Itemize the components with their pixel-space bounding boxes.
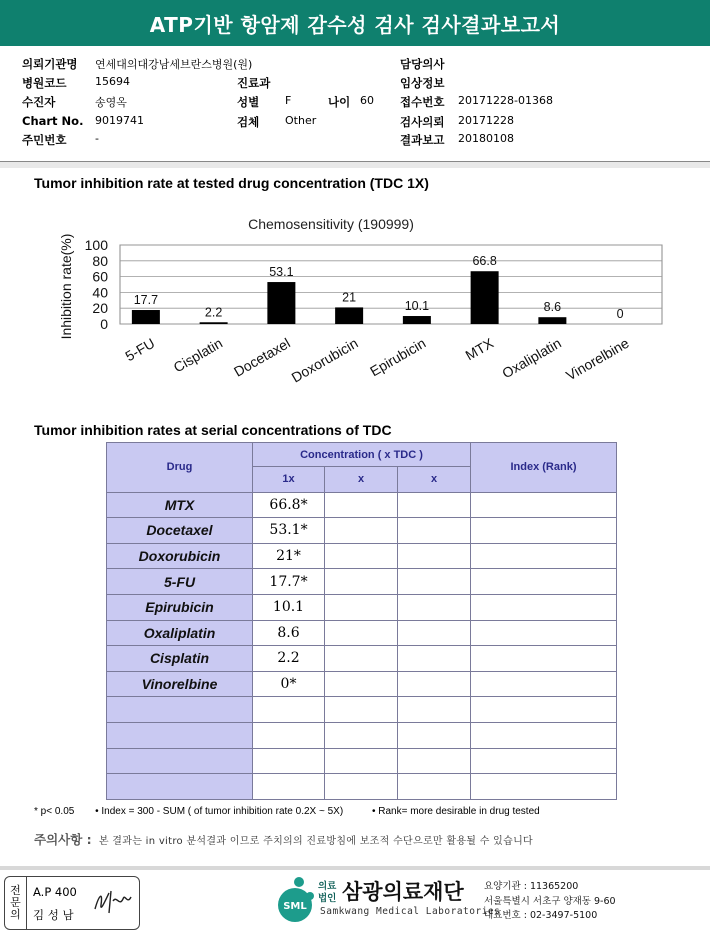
value-1x-cell: 0* xyxy=(253,671,325,697)
serial-concentration-table xyxy=(106,442,617,800)
x-tick-label: 5-FU xyxy=(122,334,158,365)
value-x-cell xyxy=(325,569,398,595)
id-value: - xyxy=(95,132,99,145)
value-x-cell xyxy=(398,620,471,646)
side-char-3: 의 xyxy=(10,908,21,921)
footnote-index: • Index = 300 - SUM ( of tumor inhibition rate 0.2X ~ 5X) xyxy=(95,806,344,817)
table-row xyxy=(107,671,617,697)
y-tick-label: 0 xyxy=(100,316,108,332)
conc-sub-header-x-a: x xyxy=(325,467,398,493)
bar xyxy=(471,271,499,324)
empty-drug-cell xyxy=(107,774,253,800)
index-cell xyxy=(471,620,617,646)
x-tick-label: Oxaliplatin xyxy=(499,334,564,382)
concentration-header: Concentration ( x TDC ) xyxy=(253,443,471,467)
value-1x-cell: 53.1* xyxy=(253,518,325,544)
table-row xyxy=(107,646,617,672)
y-tick-label: 80 xyxy=(92,252,108,269)
value-1x-cell: 21* xyxy=(253,543,325,569)
bar xyxy=(200,322,228,324)
org-type xyxy=(318,881,336,905)
report-date-value: 20180108 xyxy=(458,132,514,145)
empty-table-row xyxy=(107,748,617,774)
data-label: 0 xyxy=(616,307,624,321)
y-axis-label: Inhibition rate(%) xyxy=(58,233,74,340)
value-x-cell xyxy=(325,620,398,646)
table-row xyxy=(107,620,617,646)
index-header: Index (Rank) xyxy=(471,443,617,493)
data-label: 2.2 xyxy=(204,305,223,320)
index-cell xyxy=(471,518,617,544)
footnote-p-value: * p< 0.05 xyxy=(34,806,75,817)
sex-value: F xyxy=(285,94,292,107)
bar xyxy=(403,316,431,324)
report-title-bar xyxy=(0,0,710,46)
empty-cell xyxy=(253,748,325,774)
value-x-cell xyxy=(325,492,398,518)
chemosensitivity-chart xyxy=(40,205,700,405)
data-label: 17.7 xyxy=(133,293,159,308)
plot-frame xyxy=(120,245,662,324)
value-x-cell xyxy=(398,492,471,518)
side-char-1: 전 xyxy=(10,884,21,897)
bar xyxy=(538,317,566,324)
drug-cell: MTX xyxy=(107,492,253,518)
chart-title: Chemosensitivity (190999) xyxy=(248,216,414,232)
drug-cell: Epirubicin xyxy=(107,594,253,620)
bar xyxy=(267,282,295,324)
empty-table-row xyxy=(107,774,617,800)
empty-cell xyxy=(398,748,471,774)
index-cell xyxy=(471,646,617,672)
org-address: 서울특별시 서초구 양재동 9-60 xyxy=(484,895,616,907)
info-row-1 xyxy=(0,56,710,74)
org-name: 삼광의료재단 xyxy=(342,880,464,904)
specimen-label: 검체 xyxy=(237,115,260,129)
data-label: 10.1 xyxy=(404,299,430,314)
data-label: 8.6 xyxy=(543,300,562,315)
data-label: 66.8 xyxy=(472,254,497,269)
physician-label: 담당의사 xyxy=(400,57,445,71)
info-row-2 xyxy=(0,75,710,93)
age-label: 나이 xyxy=(328,95,351,109)
value-x-cell xyxy=(398,671,471,697)
side-char-2: 문 xyxy=(10,896,21,909)
org-code: 요양기관 : 11365200 xyxy=(484,881,579,892)
empty-table-row xyxy=(107,722,617,748)
y-tick-label: 100 xyxy=(84,237,108,253)
footnote-rank: • Rank= more desirable in drug tested xyxy=(371,806,540,817)
receipt-value: 20171228-01368 xyxy=(458,94,553,107)
index-cell xyxy=(471,569,617,595)
index-cell xyxy=(471,671,617,697)
value-x-cell xyxy=(398,646,471,672)
value-1x-cell: 10.1 xyxy=(253,594,325,620)
empty-cell xyxy=(471,697,617,723)
caution-text: 본 결과는 in vitro 분석결과 이므로 주치의의 진료방침에 보조적 수단으로만 활용될 수 있습니다 xyxy=(98,836,533,847)
empty-cell xyxy=(398,722,471,748)
empty-cell xyxy=(325,774,398,800)
data-label: 53.1 xyxy=(269,265,294,280)
clinical-label: 임상정보 xyxy=(400,76,445,90)
sml-logo-icon xyxy=(270,874,320,926)
patient-label: 수진자 xyxy=(22,95,56,109)
drug-cell: Cisplatin xyxy=(107,646,253,672)
receipt-label: 접수번호 xyxy=(400,95,445,109)
conc-sub-header-1x: 1x xyxy=(253,467,325,493)
value-1x-cell: 8.6 xyxy=(253,620,325,646)
drug-cell: Docetaxel xyxy=(107,518,253,544)
institution-value: 연세대의대강남세브란스병원(원) xyxy=(95,58,253,71)
org-phone: 대표번호 : 02-3497-5100 xyxy=(484,910,598,921)
patient-value: 송영옥 xyxy=(95,96,127,109)
id-label: 주민번호 xyxy=(22,133,67,147)
report-date-label: 결과보고 xyxy=(400,133,445,147)
footnote xyxy=(34,806,540,817)
empty-cell xyxy=(325,697,398,723)
logo-text: SML xyxy=(283,901,307,912)
info-row-5 xyxy=(0,132,710,150)
specialist-signature-box xyxy=(4,876,140,930)
empty-table-row xyxy=(107,697,617,723)
caution-note xyxy=(34,830,533,848)
x-tick-label: Epirubicin xyxy=(367,334,429,380)
specialist-side-label xyxy=(5,877,27,929)
department-label: 진료과 xyxy=(237,76,271,90)
drug-cell: Oxaliplatin xyxy=(107,620,253,646)
index-cell xyxy=(471,543,617,569)
x-tick-label: Docetaxel xyxy=(230,334,293,380)
y-tick-label: 40 xyxy=(92,284,108,301)
empty-cell xyxy=(471,774,617,800)
patient-info-panel xyxy=(0,48,710,162)
conc-sub-header-x-b: x xyxy=(398,467,471,493)
license-number: A.P 400 xyxy=(33,885,77,899)
data-label: 21 xyxy=(342,290,357,305)
value-x-cell xyxy=(325,671,398,697)
bar xyxy=(132,310,160,324)
section2-title: Tumor inhibition rates at serial concentrations of TDC xyxy=(34,422,392,438)
index-cell xyxy=(471,594,617,620)
x-tick-label: Doxorubicin xyxy=(288,334,361,386)
request-label: 검사의뢰 xyxy=(400,115,445,129)
value-x-cell xyxy=(325,518,398,544)
hospital-code-value: 15694 xyxy=(95,75,130,88)
drug-cell: Doxorubicin xyxy=(107,543,253,569)
empty-cell xyxy=(471,722,617,748)
org-contact xyxy=(484,880,616,924)
age-value: 60 xyxy=(360,94,374,107)
handwritten-signature xyxy=(91,887,137,917)
info-row-3 xyxy=(0,94,710,112)
value-x-cell xyxy=(398,594,471,620)
empty-cell xyxy=(253,774,325,800)
divider-band xyxy=(0,162,710,168)
index-cell xyxy=(471,492,617,518)
chart-no-label: Chart No. xyxy=(22,114,84,128)
table-row xyxy=(107,569,617,595)
x-tick-label: MTX xyxy=(462,334,497,364)
empty-cell xyxy=(398,774,471,800)
chart-no-value: 9019741 xyxy=(95,114,144,127)
drug-cell: Vinorelbine xyxy=(107,671,253,697)
value-x-cell xyxy=(325,646,398,672)
value-1x-cell: 17.7* xyxy=(253,569,325,595)
value-1x-cell: 66.8* xyxy=(253,492,325,518)
drug-header: Drug xyxy=(107,443,253,493)
empty-cell xyxy=(471,748,617,774)
institution-label: 의뢰기관명 xyxy=(22,57,78,71)
table-body xyxy=(107,492,617,799)
report-title: ATP기반 항암제 감수성 검사 검사결과보고서 xyxy=(149,12,561,37)
empty-cell xyxy=(325,748,398,774)
value-x-cell xyxy=(398,543,471,569)
section1-title: Tumor inhibition rate at tested drug concentration (TDC 1X) xyxy=(34,175,429,191)
empty-drug-cell xyxy=(107,722,253,748)
empty-cell xyxy=(325,722,398,748)
empty-cell xyxy=(253,722,325,748)
value-x-cell xyxy=(398,569,471,595)
table-row xyxy=(107,518,617,544)
x-tick-label: Cisplatin xyxy=(170,334,226,376)
caution-label: 주의사항 : xyxy=(34,832,92,847)
specimen-value: Other xyxy=(285,114,317,127)
table-row xyxy=(107,543,617,569)
empty-cell xyxy=(398,697,471,723)
footer-divider xyxy=(0,866,710,870)
org-type-line2: 법인 xyxy=(318,893,337,904)
table-row xyxy=(107,594,617,620)
specialist-name: 김 성 남 xyxy=(33,908,74,922)
y-tick-label: 60 xyxy=(92,268,108,285)
drug-cell: 5-FU xyxy=(107,569,253,595)
value-x-cell xyxy=(325,543,398,569)
table-row xyxy=(107,492,617,518)
bar xyxy=(335,307,363,324)
y-tick-label: 20 xyxy=(92,300,108,317)
empty-cell xyxy=(253,697,325,723)
org-type-line1: 의료 xyxy=(318,881,337,892)
request-value: 20171228 xyxy=(458,114,514,127)
x-tick-label: Vinorelbine xyxy=(563,334,632,384)
sex-label: 성별 xyxy=(237,95,260,109)
hospital-code-label: 병원코드 xyxy=(22,76,67,90)
value-x-cell xyxy=(398,518,471,544)
empty-drug-cell xyxy=(107,748,253,774)
info-row-4 xyxy=(0,114,710,132)
value-1x-cell: 2.2 xyxy=(253,646,325,672)
org-english-name: Samkwang Medical Laboratories xyxy=(320,906,501,917)
value-x-cell xyxy=(325,594,398,620)
empty-drug-cell xyxy=(107,697,253,723)
